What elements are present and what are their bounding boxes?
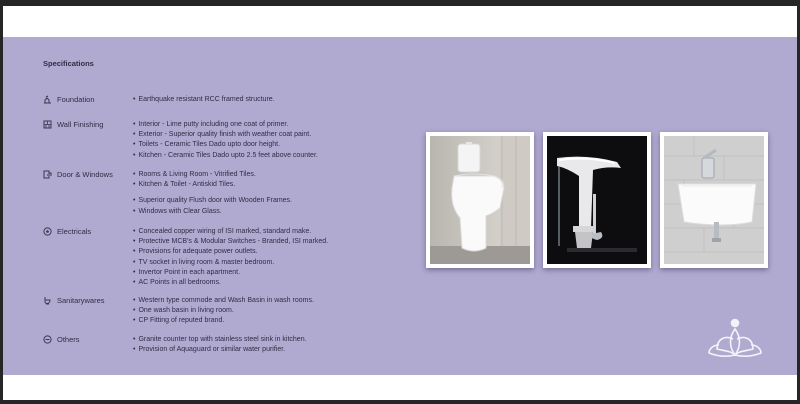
section-items	[133, 170, 433, 217]
section-items	[133, 95, 433, 105]
list-item: • Provision of Aquaguard or similar water purifier.	[133, 345, 433, 355]
list-item: • Interior - Lime putty including one coat of primer.	[133, 120, 433, 130]
list-item: • Toilets - Ceramic Tiles Dado upto door height.	[133, 140, 433, 150]
list-item: • TV socket in living room & master bedroom.	[133, 258, 433, 268]
list-item: • Western type commode and Wash Basin in wash rooms.	[133, 296, 433, 306]
list-item: • AC Points in all bedrooms.	[133, 278, 433, 288]
list-item: • Superior quality Flush door with Wooden Frames.	[133, 196, 433, 206]
list-item: • Kitchen & Toilet - Antiskid Tiles.	[133, 180, 433, 190]
toilet-photo	[426, 132, 534, 268]
list-item: • Earthquake resistant RCC framed structure.	[133, 95, 433, 105]
list-item: • Kitchen - Ceramic Tiles Dado upto 2.5 feet above counter.	[133, 151, 433, 161]
section-label: Sanitarywares	[57, 296, 105, 305]
section-items	[133, 296, 433, 327]
list-item: • Provisions for adequate power outlets.	[133, 247, 433, 257]
brochure-page	[3, 6, 797, 400]
basin-photo	[660, 132, 768, 268]
foundation-icon	[43, 95, 52, 104]
section-label: Door & Windows	[57, 170, 113, 179]
list-item: • Windows with Clear Glass.	[133, 207, 433, 217]
faucet-photo	[543, 132, 651, 268]
section-items	[133, 120, 433, 161]
others-icon	[43, 335, 52, 344]
electrical-icon	[43, 227, 52, 236]
list-item: • Protective MCB's & Modular Switches - Branded, ISI marked.	[133, 237, 433, 247]
list-item: • Invertor Point in each apartment.	[133, 268, 433, 278]
page-title: Specifications	[43, 59, 94, 68]
list-item: • Exterior - Superior quality finish with weather coat paint.	[133, 130, 433, 140]
lotus-logo-icon	[705, 315, 765, 363]
sanitary-icon	[43, 296, 52, 305]
list-item: • Granite counter top with stainless steel sink in kitchen.	[133, 335, 433, 345]
section-items	[133, 335, 433, 355]
section-label: Electricals	[57, 227, 92, 236]
section-label: Others	[57, 335, 80, 344]
list-item: • Concealed copper wiring of ISI marked, standard make.	[133, 227, 433, 237]
section-label: Wall Finishing	[57, 120, 104, 129]
specifications-panel	[3, 37, 797, 375]
door-icon	[43, 170, 52, 179]
list-item: • One wash basin in living room.	[133, 306, 433, 316]
wall-icon	[43, 120, 52, 129]
list-item: • Rooms & Living Room - Vitrified Tiles.	[133, 170, 433, 180]
list-item: • CP Fitting of reputed brand.	[133, 316, 433, 326]
section-items	[133, 227, 433, 288]
section-label: Foundation	[57, 95, 95, 104]
